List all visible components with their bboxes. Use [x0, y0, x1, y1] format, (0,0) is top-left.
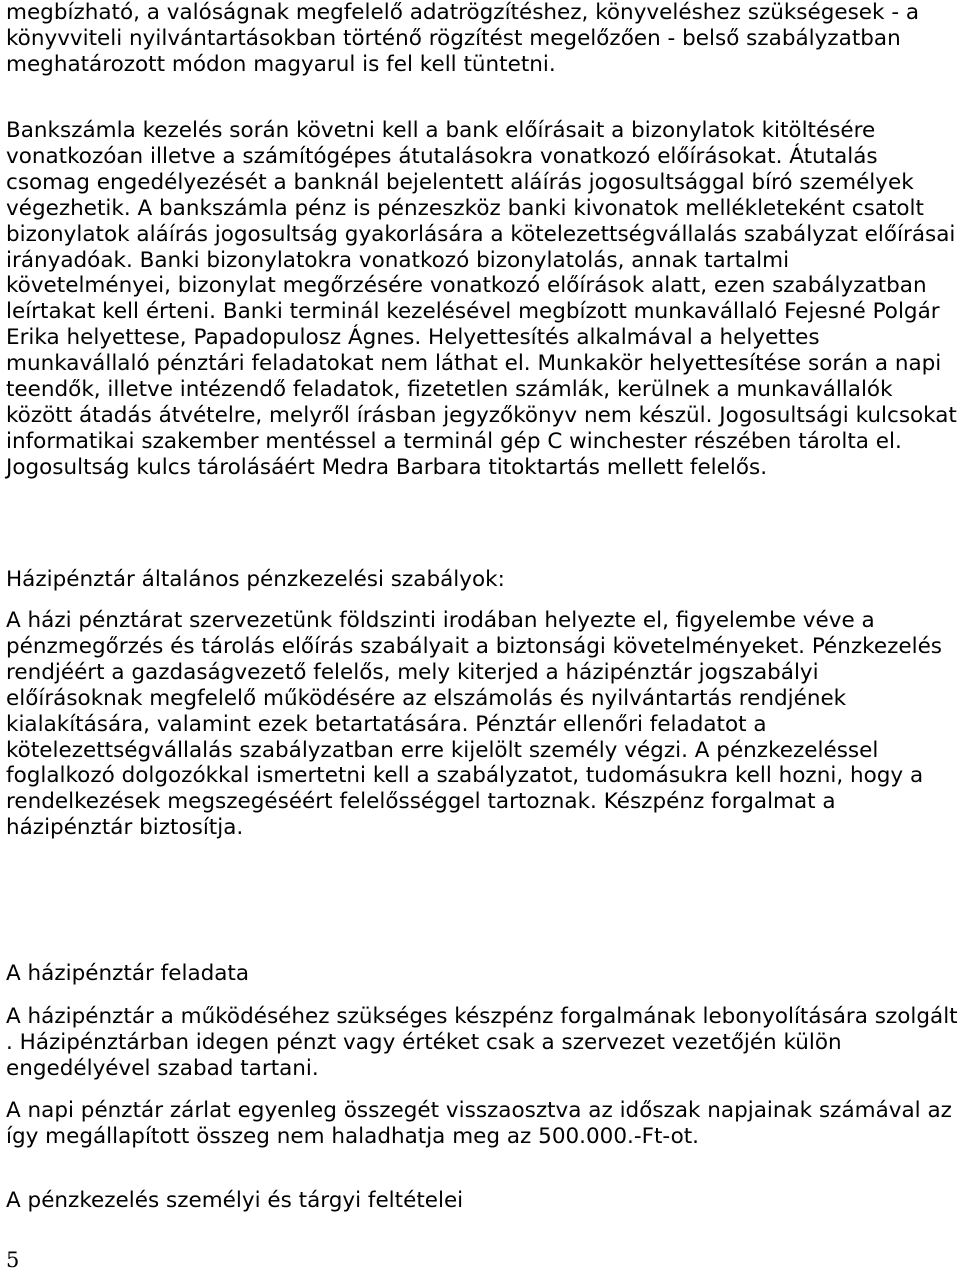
paragraph-intro-continuation: megbízható, a valóságnak megfelelő adatrögzítéshez, könyveléshez szükségesek - a könyvviteli nyilvántartásokban történő rögzítést megelőzően - belső szabályzatban meghatározott módon magyarul is fel kell tüntetni. — [6, 0, 920, 77]
page-number: 5 — [6, 1248, 20, 1272]
section-heading-general-cash-rules: Házipénztár általános pénzkezelési szabályok: — [6, 567, 505, 592]
section-heading-personal-conditions: A pénzkezelés személyi és tárgyi feltételei — [6, 1188, 464, 1213]
paragraph-cash-desk-purpose: A házipénztár a működéséhez szükséges készpénz forgalmának lebonyolítására szolgált . Házipénztárban idegen pénzt vagy értéket csak a szervezet vezetőjén külön engedélyével szabad tartani. — [6, 1004, 958, 1081]
paragraph-daily-closing-limit: A napi pénztár zárlat egyenleg összegét visszaosztva az időszak napjainak számával az így megállapított összeg nem haladhatja meg az 500.000.-Ft-ot. — [6, 1098, 952, 1149]
section-heading-cash-desk-task: A házipénztár feladata — [6, 961, 250, 986]
paragraph-bank-account-handling: Bankszámla kezelés során követni kell a bank előírásait a bizonylatok kitöltésére vonatkozóan illetve a számítógépes átutalásokra vonatkozó előírásokat. Átutalás csomag engedélyezését a banknál bejelentett aláírás jogosultsággal bíró személyek végezhetik. A bankszámla pénz is pénzeszköz banki kivonatok mellékleteként csatolt bizonylatok aláírás jogosultság gyakorlására a kötelezettségvállalás szabályzat előírásai irányadóak. Banki bizonylatokra vonatkozó bizonylatolás, annak tartalmi követelményei, bizonylat megőrzésére vonatkozó előírások alatt, ezen szabályzatban leírtakat kell érteni. Banki terminál kezelésével megbízott munkavállaló Fejesné Polgár Erika helyettese, Papadopulosz Ágnes. Helyettesítés alkalmával a helyettes munkavállaló pénztári feladatokat nem láthat el. Munkakör helyettesítése során a napi teendők, illetve intézendő feladatok, fizetetlen számlák, kerülnek a munkavállalók között átadás átvételre, melyről írásban jegyzőkönyv nem készül. Jogosultsági kulcsokat informatikai szakember mentéssel a terminál gép C winchester részében tárolta el. Jogosultság kulcs tárolásáért Medra Barbara titoktartás mellett felelős. — [6, 118, 957, 480]
paragraph-cash-desk-location: A házi pénztárat szervezetünk földszinti irodában helyezte el, figyelembe véve a pénzmegőrzés és tárolás előírás szabályait a biztonsági követelményeket. Pénzkezelés rendjéért a gazdaságvezető felelős, mely kiterjed a házipénztár jogszabályi előírásoknak megfelelő működésére az elszámolás és nyilvántartás rendjének kialakítására, valamint ezek betartatására. Pénztár ellenőri feladatot a kötelezettségvállalás szabályzatban erre kijelölt személy végzi. A pénzkezeléssel foglalkozó dolgozókkal ismertetni kell a szabályzatot, tudomásukra kell hozni, hogy a rendelkezések megszegéséért felelősséggel tartoznak. Készpénz forgalmat a házipénztár biztosítja. — [6, 608, 942, 841]
